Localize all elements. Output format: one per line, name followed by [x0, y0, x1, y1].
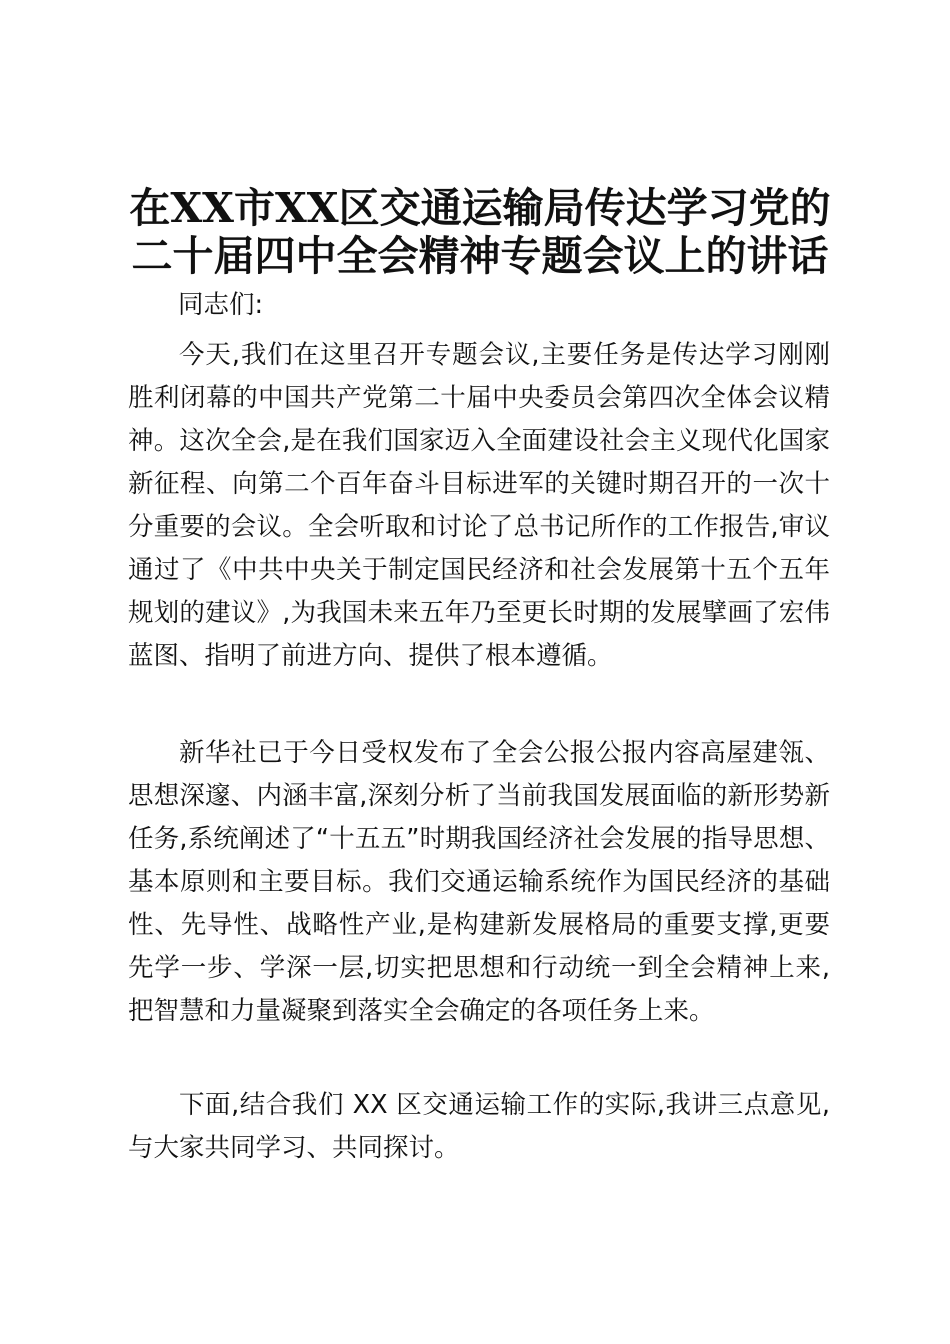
- paragraph-2: 新华社已于今日受权发布了全会公报公报内容高屋建瓴、思想深邃、内涵丰富,深刻分析了当前我国发展面临的新形势新任务,系统阐述了“十五五”时期我国经济社会发展的指导思想、基本原则和主要目标。我们交通运输系统作为国民经济的基础性、先导性、战略性产业,是构建新发展格局的重要支撑,更要先学一步、学深一层,切实把思想和行动统一到全会精神上来,把智慧和力量凝聚到落实全会确定的各项任务上来。: [128, 738, 830, 1026]
- salutation: 同志们:: [178, 290, 264, 320]
- paragraph-3: 下面,结合我们 XX 区交通运输工作的实际,我讲三点意见,与大家共同学习、共同探讨。: [128, 1090, 830, 1163]
- document-title-line-1: 在XX市XX区交通运输局传达学习党的: [129, 184, 831, 232]
- paragraph-1: 今天,我们在这里召开专题会议,主要任务是传达学习刚刚胜利闭幕的中国共产党第二十届中央委员会第四次全体会议精神。这次全会,是在我们国家迈入全面建设社会主义现代化国家新征程、向第二个百年奋斗目标进军的关键时期召开的一次十分重要的会议。全会听取和讨论了总书记所作的工作报告,审议通过了《中共中央关于制定国民经济和社会发展第十五个五年规划的建议》,为我国未来五年乃至更长时期的发展擘画了宏伟蓝图、指明了前进方向、提供了根本遵循。: [128, 340, 830, 671]
- document-title-line-2: 二十届四中全会精神专题会议上的讲话: [131, 232, 829, 280]
